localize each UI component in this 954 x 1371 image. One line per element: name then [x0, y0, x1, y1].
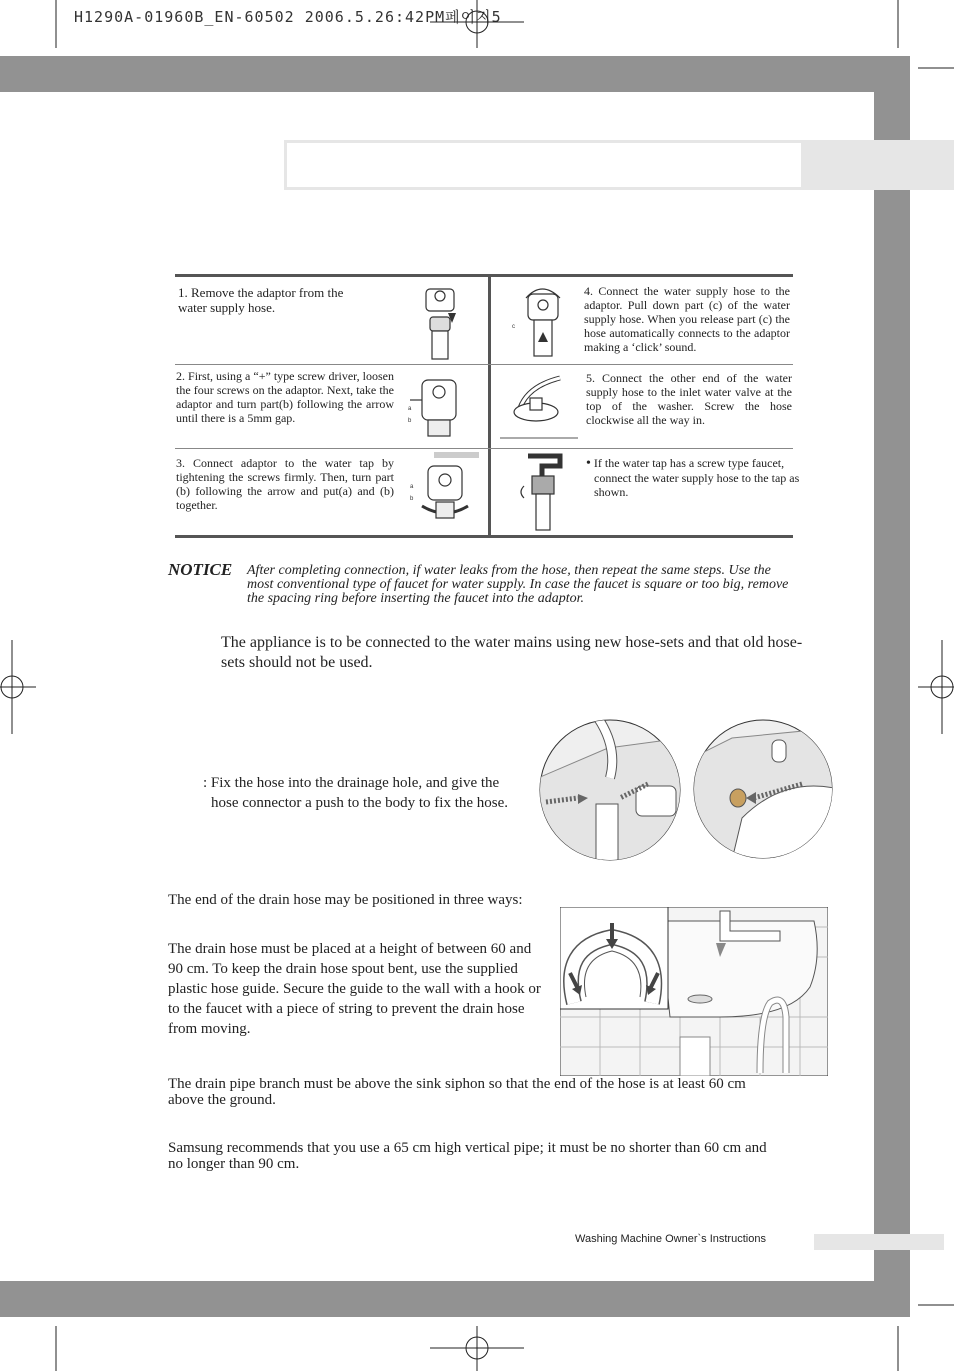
- screw-faucet-text: If the water tap has a screw type faucet, connect the water supply hose to the tap as shown.: [593, 456, 800, 499]
- step-5: [586, 371, 792, 427]
- step-4: [584, 284, 790, 354]
- screw-faucet-note: [586, 456, 800, 499]
- step-2: [176, 369, 394, 425]
- section-header-tab: [804, 140, 954, 190]
- svg-text:b: b: [410, 496, 414, 502]
- table-bottom-rule: [175, 535, 793, 538]
- tap-adaptor-illustration: [408, 450, 480, 530]
- step-1-text: Remove the adaptor from the water supply hose.: [178, 285, 344, 315]
- step-5-number: 5.: [586, 371, 595, 385]
- step-4-text: Connect the water supply hose to the adaptor. Pull down part (c) of the water supply hose. When you release part (c) the hose automatically connects to the adaptor making a ‘click’ sound.: [584, 284, 791, 354]
- svg-text:c: c: [512, 324, 515, 330]
- screwdriver-adaptor-illustration: [408, 370, 470, 442]
- svg-text:b: b: [408, 418, 412, 424]
- row-divider-2: [175, 448, 793, 449]
- step-3-text: Connect adaptor to the water tap by tightening the screws firmly. Then, turn part (b) following the arrow and put(a) and (b) together.: [176, 456, 395, 512]
- drain-hole-illustration-right: [692, 718, 834, 860]
- frame-top-bar: [0, 56, 910, 92]
- frame-right-bar: [874, 56, 910, 1316]
- svg-text:a: a: [410, 484, 414, 490]
- step-5-text: Connect the other end of the water supply hose to the inlet water valve at the top of the washer. Screw the hose clockwise all the way in.: [586, 371, 793, 427]
- table-top-rule: [175, 274, 793, 277]
- footer-tab: [814, 1234, 944, 1250]
- row-divider-1: [175, 364, 793, 365]
- step-2-text: First, using a “+” type screw driver, loosen the four screws on the adaptor. Next, take the adaptor and turn part(b) following the arrow until there is a 5mm gap.: [176, 369, 395, 425]
- notice-text: After completing connection, if water leaks from the hose, then repeat the same steps. Use the most conventional type of faucet for water supply. In case the faucet is square or too big, remove the spacing ring before inserting the faucet into the adaptor.: [247, 563, 789, 606]
- drain-height-text: The drain hose must be placed at a height of between 60 and 90 cm. To keep the drain hose spout bent, use the supplied plastic hose guide. Secure the guide to the wall with a hook or to the faucet with a piece of string to prevent the drain hose from moving.: [168, 941, 541, 1037]
- hose-connect-illustration: [508, 280, 578, 358]
- frame-bottom-bar: [0, 1281, 910, 1317]
- screw-faucet-illustration: [514, 452, 570, 532]
- notice-title: NOTICE: [168, 560, 233, 579]
- print-header: H1290A-01960B_EN-60502 2006.5.26:42PM페이지5: [74, 8, 502, 26]
- step-4-number: 4.: [584, 284, 593, 298]
- footer-text: Washing Machine Owner`s Instructions: [575, 1233, 766, 1245]
- step-3: [176, 456, 394, 512]
- adaptor-removal-illustration: [416, 283, 466, 361]
- step-3-number: 3.: [176, 456, 185, 470]
- bullet-dot: •: [586, 456, 591, 471]
- section-header-box: [284, 140, 804, 190]
- drain-pipe-text: The drain pipe branch must be above the sink siphon so that the end of the hose is at least 60 cm above the ground.: [168, 1076, 746, 1108]
- step-1: [178, 285, 374, 315]
- vertical-pipe-text: Samsung recommends that you use a 65 cm high vertical pipe; it must be no shorter than 60 cm and no longer than 90 cm.: [168, 1140, 767, 1172]
- step-2-number: 2.: [176, 369, 185, 383]
- inlet-valve-illustration: [498, 368, 582, 442]
- sink-hose-illustration: [560, 907, 828, 1076]
- step-1-number: 1.: [178, 285, 188, 300]
- table-center-rule: [488, 274, 491, 538]
- drain-fix-text: : Fix the hose into the drainage hole, and give the hose connector a push to the body to fix the hose.: [203, 775, 509, 811]
- mains-note: The appliance is to be connected to the water mains using new hose-sets and that old hose-sets should not be used.: [221, 634, 803, 671]
- svg-text:a: a: [408, 406, 412, 412]
- drain-ways-text: The end of the drain hose may be positioned in three ways:: [168, 892, 523, 908]
- drain-hole-illustration-left: [538, 718, 682, 862]
